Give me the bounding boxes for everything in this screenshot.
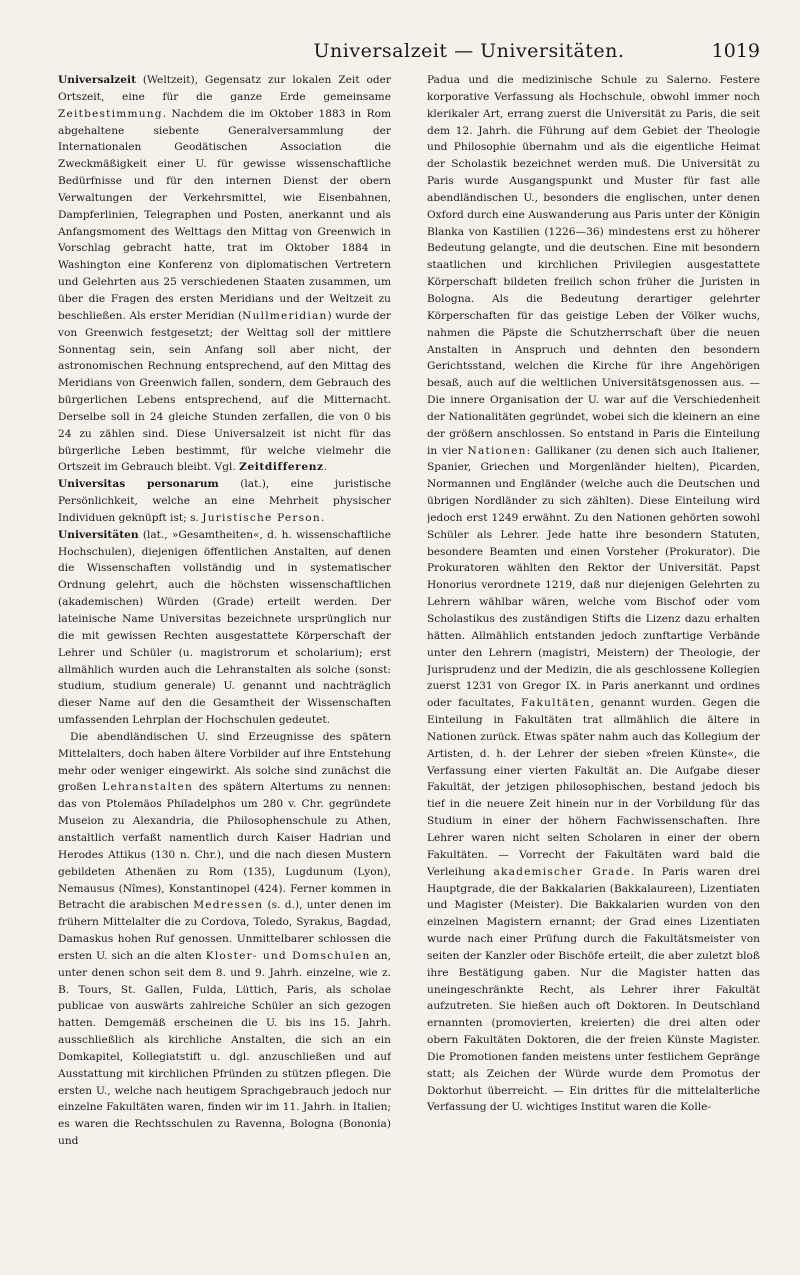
emphasis-nullmeridian: Nullmeridian (242, 309, 328, 322)
emphasis-zeitbestimmung: Zeitbestimmung (58, 107, 163, 120)
emphasis-akademischer-grade: akademischer Grade (493, 865, 632, 878)
emphasis-fakultaeten: Fakultäten (521, 697, 591, 710)
cross-reference-zeitdifferenz[interactable]: Zeitdifferenz (239, 461, 324, 474)
emphasis-medressen: Medressen (193, 899, 264, 912)
right-column (427, 72, 760, 1257)
emphasis-kloster-domschulen: Kloster- und Domschulen (205, 949, 371, 962)
page-number: 1019 (711, 40, 760, 62)
headword-universitas-personarum: Universitas personarum (58, 478, 219, 491)
text-columns (58, 72, 760, 1257)
running-title: Universalzeit — Universitäten. (313, 40, 625, 62)
running-head (58, 40, 760, 66)
headword-universalzeit: Universalzeit (58, 74, 136, 86)
entry-universitaeten: Universitäten (lat., »Gesamtheiten«, d. h. wissenschaftliche Hochschulen), diejenigen öffentlichen Anstalten, auf denen die Wissenschaften vollständig und in systematischer Ordnung gelehrt, auch die höchsten wissenschaftlichen (akademischen) Würden (Grade) erteilt werden. Der lateinische Name Universitas bezeichnete ursprünglich nur die mit gewissen Rechten ausgestattete Körperschaft der Lehrer und Schüler (u. magistrorum et scholarium); erst allmählich wurden auch die Lehranstalten als solche (sonst: studium, studium generale) U. genannt und nachträglich dieser Name auf den die Gesamtheit der Wissenschaften umfassenden Lehrplan der Hochschulen gedeutet. (58, 528, 391, 727)
entry-universalzeit: Universalzeit (Weltzeit), Gegensatz zur lokalen Zeit oder Ortszeit, eine für die ganze Erde gemeinsame Zeitbestimmung. Nachdem die im Oktober 1883 in Rom abgehaltene siebente Generalversammlung der Internationalen Geodätischen Association die Zweckmäßigkeit einer U. für gewisse wissenschaftliche Bedürfnisse und für den internen Dienst der obern Verwaltungen der Verkehrsmittel, wie Eisenbahnen, Dampferlinien, Telegraphen und Posten, anerkannt und als Anfangsmoment des Welttags den Mittag von Greenwich in Vorschlag gebracht hatte, trat im Oktober 1884 in Washington eine Konferenz von diplomatischen Vertretern und Gelehrten aus 25 verschiedenen Staaten zusammen, um über die Fragen des ersten Meridians und der Weltzeit zu beschließen. Als erster Meridian (Nullmeridian) wurde der von Greenwich festgesetzt; der Welttag soll der mittlere Sonnentag sein, sein Anfang soll aber nicht, der astronomischen Rechnung entsprechend, auf den Mittag des Meridians von Greenwich fallen, sondern, dem Gebrauch des bürgerlichen Lebens entsprechend, auf die Mitternacht. Derselbe soll in 24 gleiche Stunden zerfallen, die von 0 bis 24 zu zählen sind. Diese Universalzeit ist nicht für das bürgerliche Leben bestimmt, für welche vielmehr die Ortszeit im Gebrauch bleibt. Vgl. Zeitdifferenz. (58, 74, 391, 474)
paragraph-history: Die abendländischen U. sind Erzeugnisse des spätern Mittelalters, doch haben ältere Vorbilder auf ihre Entstehung mehr oder weniger eingewirkt. Als solche sind zunächst die großen Lehranstalten des spätern Altertums zu nennen: das von Ptolemäos Philadelphos um 280 v. Chr. gegründete Museion zu Alexandria, die Philosophenschule zu Athen, anstaltlich verfaßt namentlich durch Kaiser Hadrian und Herodes Attikus (130 n. Chr.), und die nach diesen Mustern gebildeten Athenäen zu Rom (135), Lugdunum (Lyon), Nemausus (Nîmes), Konstantinopel (424). Ferner kommen in Betracht die arabischen Medressen (s. d.), unter denen im frühern Mittelalter die zu Cordova, Toledo, Syrakus, Bagdad, Damaskus hohen Ruf genossen. Unmittelbarer schlossen die ersten U. sich an die alten Kloster- und Domschulen an, unter denen schon seit dem 8. und 9. Jahrh. einzelne, wie z. B. Tours, St. Gallen, Fulda, Lüttich, Paris, als scholae publicae von auswärts zahlreiche Schüler an sich gezogen hatten. Demgemäß erscheinen die U. bis ins 15. Jahrh. ausschließlich als kirchliche Anstalten, die sich an ein Domkapitel, Kollegiatstift u. dgl. anzuschließen und auf Ausstattung mit kirchlichen Pfründen zu stützen pflegen. Die ersten U., welche nach heutigem Sprachgebrauch jedoch nur einzelne Fakultäten waren, finden wir im 11. Jahrh. in Italien; es waren die Rechtsschulen zu Ravenna, Bologna (Bononia) und (58, 730, 391, 1148)
headword-universitaeten: Universitäten (58, 528, 139, 541)
emphasis-lehranstalten: Lehranstalten (102, 781, 193, 794)
left-column (58, 72, 391, 1257)
entry-universitas-personarum: Universitas personarum (lat.), eine juristische Persönlichkeit, welche an eine Mehrheit physischer Individuen geknüpft ist; s. Juristische Person. (58, 478, 391, 524)
paragraph-continuation: Padua und die medizinische Schule zu Salerno. Festere korporative Verfassung als Hochschule, obwohl immer noch klerikaler Art, errang zuerst die Universität zu Paris, die seit dem 12. Jahrh. die Führung auf dem Gebiet der Theologie und Philosophie übernahm und als die eigentliche Heimat der Scholastik bezeichnet werden muß. Die Universität zu Paris wurde Ausgangspunkt und Muster für fast alle abendländischen U., besonders die englischen, unter denen Oxford durch eine Auswanderung aus Paris unter der Königin Blanka von Kastilien (1226—36) mindestens erst zu höherer Bedeutung gelangte, und die deutschen. Eine mit besondern staatlichen und kirchlichen Privilegien ausgestattete Körperschaft bildeten freilich schon früher die Juristen in Bologna. Als die Bedeutung derartiger gelehrter Körperschaften für das geistige Leben der Völker wuchs, nahmen die Päpste die Schutzherrschaft über die neuen Anstalten in Anspruch und dehnten den besondern Gerichtsstand, welchen die Kirche für ihre Angehörigen besaß, auch auf die weltlichen Universitätsgenossen aus. — Die innere Organisation der U. war auf die Verschiedenheit der Nationalitäten gegründet, wobei sich die kleinern an eine der größern anschlossen. So entstand in Paris die Einteilung in vier Nationen: Gallikaner (zu denen sich auch Italiener, Spanier, Griechen und Morgenländer hielten), Picarden, Normannen und Engländer (welche auch die Deutschen und übrigen Nordländer zu sich zählten). Diese Einteilung wird jedoch erst 1249 erwähnt. Zu den Nationen gehörten sowohl Schüler als Lehrer. Jede hatte ihre besondern Statuten, besondere Beamten und einen Vorsteher (Prokurator). Die Prokuratoren wählten den Rektor der Universität. Papst Honorius verordnete 1219, daß nur diejenigen Gelehrten zu Lehrern wählbar wären, welche vom Bischof oder vom Scholastikus des zuständigen Stifts die Lizenz dazu erhalten hätten. Allmählich entstanden jedoch zunftartige Verbände unter den Lehrern (magistri, Meistern) der Theologie, der Jurisprudenz und der Medizin, die als geschlossene Kollegien zuerst 1231 von Gregor IX. in Paris anerkannt und ordines oder facultates, Fakultäten, genannt wurden. Gegen die Einteilung in Fakultäten trat allmählich die ältere in Nationen zurück. Etwas später nahm auch das Kollegium der Artisten, d. h. der Lehrer der sieben »freien Künste«, die Verfassung einer vierten Fakultät an. Die Aufgabe dieser Fakultät, der jetzigen philosophischen, bestand jedoch bis tief in die neuere Zeit hinein nur in der Vorbildung für das Studium in einer der höhern Fachwissenschaften. Ihre Lehrer waren nicht selten Scholaren in einer der obern Fakultäten. — Vorrecht der Fakultäten ward bald die Verleihung akademischer Grade. In Paris waren drei Hauptgrade, die der Bakkalarien (Bakkalaureen), Lizentiaten und Magister (Meister). Die Bakkalarien wurden von den einzelnen Magistern ernannt; der Grad eines Lizentiaten wurde nach einer Prüfung durch die Fakultätsmeister von seiten der Kanzler oder Bischöfe erteilt, die aber zuletzt bloß ihre Bestätigung gaben. Nur die Magister hatten das uneingeschränkte Recht, als Lehrer ihrer Fakultät aufzutreten. Sie hießen auch oft Doktoren. In Deutschland ernannten (promovierten, kreierten) die drei alten oder obern Fakultäten Doktoren, die der freien Künste Magister. Die Promotionen fanden meistens unter festlichem Gepränge statt; als Zeichen der Würde wurde dem Promotus der Doktorhut überreicht. — Ein drittes für die mittelalterliche Verfassung der U. wichtiges Institut waren die Kolle- (427, 74, 760, 1114)
emphasis-nationen: Nationen (467, 444, 527, 457)
cross-reference-juristische-person[interactable]: Juristische Person (202, 511, 321, 524)
